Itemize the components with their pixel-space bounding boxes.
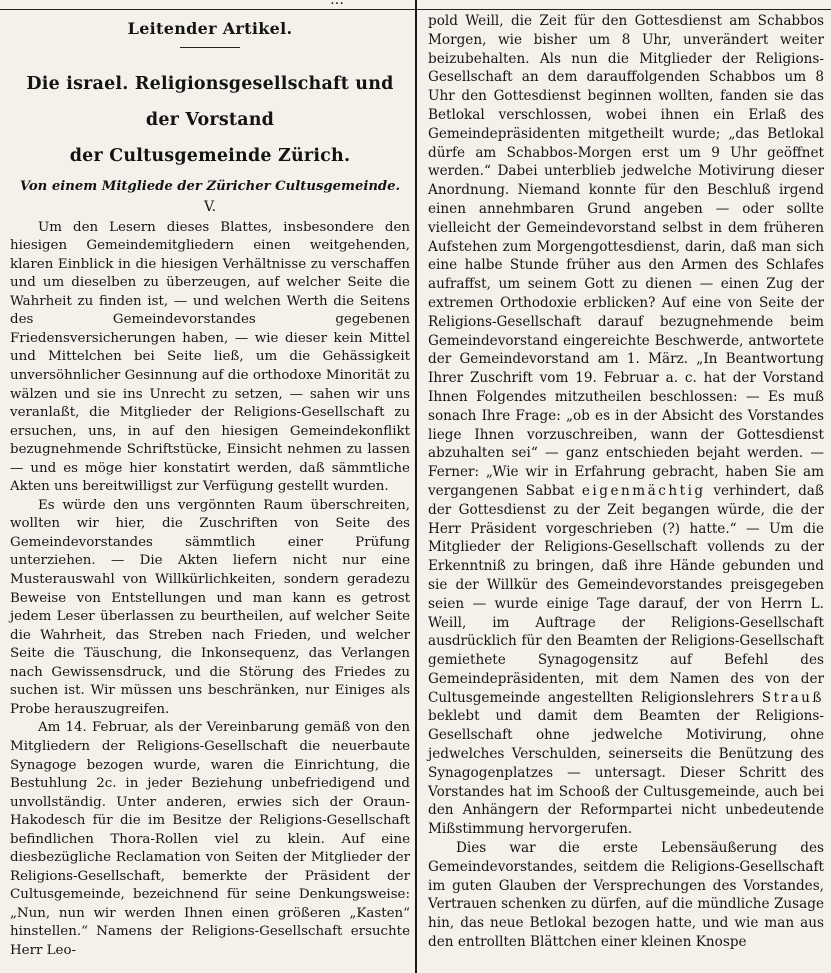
paragraph: Es würde den uns vergönnten Raum überschreiten, wollten wir hier, die Zuschriften von Seite des Gemeindevorstandes sämmtlich einer Prüfung unterziehen. — Die Akten liefern nicht nur eine Musterauswahl von Willkürlichkeiten, sondern geradezu Beweise von Entstellungen und man kann es getrost jedem Leser überlassen zu beurtheilen, auf welcher Seite die Wahrheit, das Streben nach Frieden, und welcher Seite die Täuschung, die Inkonsequenz, das Verlangen nach Gewissensdruck, und die Störung des Friedes zu suchen ist. Wir müssen uns beschränken, nur Einiges als Probe herauszugreifen. <box>10 497 410 717</box>
article-headline <box>10 66 410 174</box>
spaced-emphasis: eigenmächtig <box>581 482 706 499</box>
kicker-rule <box>180 47 240 48</box>
headline-line-2: der Cultusgemeinde Zürich. <box>69 145 351 166</box>
paragraph: Dies war die erste Lebensäußerung des Gemeindevorstandes, seitdem die Religions-Gesellschaft im guten Glauben der Versprechungen des Vorstandes, Vertrauen schenken zu dürfen, auf die mündliche Zusage hin, das neue Betlokal bezogen hatte, und wie man aus den entrollten Blättchen einer kleinen Knospe <box>428 840 824 951</box>
spaced-emphasis: Strauß <box>761 689 824 706</box>
text-run: pold Weill, die Zeit für den Gottesdienst am Schabbos Morgen, wie bisher um 8 Uhr, unverändert weiter beizubehalten. Als nun die Mitglieder der Religions-Gesellschaft an dem darauffolgenden Schabbos um 8 Uhr den Gottesdienst beginnen wollten, fanden sie das Betlokal verschlossen, wobei ihnen ein Erlaß des Gemeindepräsidenten mitgetheilt wurde; „das Betlokal dürfe am Schabbos-Morgen erst um 9 Uhr geöffnet werden.“ Dabei unterblieb jedwelche Motivirung dieser Anordnung. Niemand konnte für den Beschluß irgend einen annehmbaren Grund angeben — oder sollte vielleicht der Gemeindevorstand selbst in dem früheren Aufstehen zum Morgengottesdienst, darin, daß man sich eine halbe Stunde früher aus den Armen des Schlafes aufraffst, um seinem Gott zu dienen — einen Zug der extremen Orthodoxie erblicken? Auf eine von Seite der Religions-Gesellschaft darauf bezugnehmende beim Gemeindevorstand eingereichte Beschwerde, antwortete der Gemeindevorstand am 1. März. „In Beantwortung Ihrer Zuschrift vom 19. Februar a. c. hat der Vorstand Ihnen Folgendes mitzutheilen beschlossen: — Es muß sonach Ihre Frage: „ob es in der Absicht des Vorstandes liege Ihnen vorzuschreiben, wann der Gottesdienst abzuhalten sei“ — ganz entschieden bejaht werden. — Ferner: „Wie wir in Erfahrung gebracht, haben Sie am vergangenen Sabbat <box>428 13 824 499</box>
text-run: beklebt und damit dem Beamten der Religions-Gesellschaft ohne jedwelche Motivirung, ohne jedwelches Verschulden, seinerseits die Benützung des Synagogenplatzes — untersagt. Dieser Schritt des Vorstandes hat im Schooß der Cultusgemeinde, auch bei den Anhängern der Reformpartei nicht unbedeutende Mißstimmung hervorgerufen. <box>428 708 824 838</box>
article-byline: Von einem Mitgliede der Züricher Cultusgemeinde. <box>19 178 401 194</box>
section-number: V. <box>203 199 217 216</box>
left-column <box>10 12 410 961</box>
paragraph: Am 14. Februar, als der Vereinbarung gemäß von den Mitgliedern der Religions-Gesellschaft die neuerbaute Synagoge bezogen wurde, waren die Einrichtung, die Bestuhlung 2c. in jeder Beziehung unbefriedigend und unvollständig. Unter anderen, erwies sich der Oraun-Hakodesch für die im Besitze der Religions-Gesellschaft befindlichen Thora-Rollen viel zu klein. Auf eine diesbezügliche Reclamation von Seiten der Mitglieder der Religions-Gesellschaft, bemerkte der Präsident der Cultusgemeinde, bezeichnend für seine Denkungsweise: „Nun, nun wir werden Ihnen einen größeren „Kasten“ hinstellen.“ Namens der Religions-Gesellschaft ersuchte Herr Leo- <box>10 720 410 958</box>
paragraph <box>428 12 824 839</box>
column-rule <box>415 0 417 973</box>
top-fragment: … <box>330 0 345 8</box>
paragraph: Um den Lesern dieses Blattes, insbesondere den hiesigen Gemeindemitgliedern einen weitgehenden, klaren Einblick in die hiesigen Verhältnisse zu verschaffen und um dieselben zu überzeugen, auf welcher Seite die Wahrheit zu finden ist, — und welchen Werth die Seitens des Gemeindevorstandes gegebenen Friedensversicherungen haben, — wie dieser kein Mittel und Mittelchen bei Seite ließ, um die Gehässigkeit unversöhnlicher Gesinnung auf die orthodoxe Minorität zu wälzen und sie ins Unrecht zu setzen, — sahen wir uns veranlaßt, die Mitglieder der Religions-Gesellschaft zu ersuchen, uns, in auf den hiesigen Gemeindekonflikt bezugnehmende Schriftstücke, Einsicht nehmen zu lassen — und es möge hier konstatirt werden, daß sämmtliche Akten uns bereitwilligst zur Verfügung gestellt wurden. <box>10 219 410 495</box>
text-run: verhindert, daß der Gottesdienst zu der Zeit begangen würde, die der Herr Präsident vorgeschrieben (?) hatte.“ — Um die Mitglieder der Religions-Gesellschaft vollends zu der Erkenntniß zu bringen, daß ihre Hände gebunden und sie der Willkür des Gemeindevorstandes preisgegeben seien — wurde einige Tage darauf, der von Herrn L. Weill, im Auftrage der Religions-Gesellschaft ausdrücklich für den Beamten der Religions-Gesellschaft gemiethete Synagogensitz auf Befehl des Gemeindepräsidenten, mit dem Namen des von der Cultusgemeinde angestellten Religionslehrers <box>428 482 824 706</box>
section-kicker: Leitender Artikel. <box>127 19 293 38</box>
headline-line-1: Die israel. Religionsgesellschaft und der Vorstand <box>26 73 394 130</box>
right-column <box>428 12 824 952</box>
